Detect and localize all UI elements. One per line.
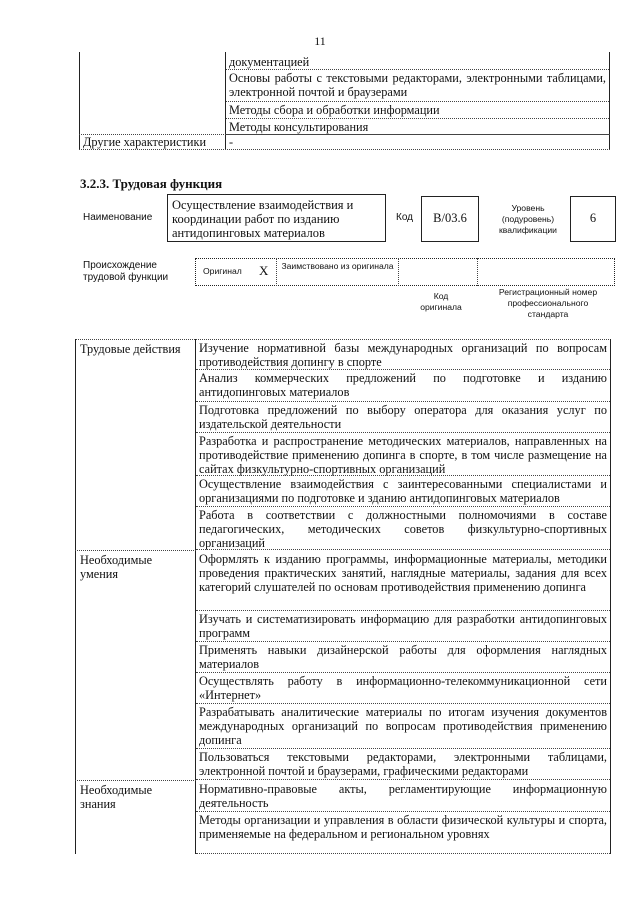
skill-text: Разрабатывать аналитические материалы по итогам изучения документов международных организаций по вопросам противодействия применению допинга [199,705,607,747]
name-value-box [167,194,386,242]
skill-text: Оформлять к изданию программы, информационные материалы, методики проведения практических занятий, наглядные материалы, задания для всех категорий слушателей по основам противодействия применению допинга [199,552,607,594]
labor-actions-heading: Трудовые действия [80,342,181,356]
reg-number-label: Регистрационный номер профессионального стандарта [498,287,598,319]
skill-item [196,611,610,642]
skill-text: Изучать и систематизировать информацию для разработки антидопинговых программ [199,612,607,640]
labor-action-text: Работа в соответствии с должностными полномочиями в составе педагогических, методических советов физкультурно-спортивных организаций [199,508,607,550]
labor-action-item [196,507,610,550]
labor-action-text: Изучение нормативной базы международных организаций по вопросам противодействия допингу в спорте [199,341,607,369]
other-characteristics-label [80,134,225,150]
skill-text: Пользоваться текстовыми редакторами, электронными таблицами, электронной почтой и браузерами, графическими редакторами [199,750,607,778]
labor-action-item [196,476,610,507]
top-row-2-text: Основы работы с текстовыми редакторами, электронными таблицами, электронной почтой и браузерами [229,71,606,99]
origin-divider-1 [276,258,277,286]
top-row-3 [226,102,609,119]
page-number: 11 [314,34,326,48]
labor-action-item [196,370,610,402]
knowledge-text: Методы организации и управления в области физической культуры и спорта, применяемые на федеральном и региональном уровнях [199,813,607,841]
main-table-right [610,339,611,854]
top-row-4 [226,119,609,135]
skill-item [196,673,610,704]
other-characteristics-value [226,134,609,150]
knowledge-item [196,812,610,854]
name-label: Наименование [83,212,153,223]
top-row-4-text: Методы консультирования [229,120,369,134]
section-title: 3.2.3. Трудовая функция [80,176,223,191]
code-label: Код [396,212,414,223]
top-row-1 [226,54,609,70]
labor-action-item [196,402,610,433]
main-table-left [75,339,76,854]
labor-action-item [196,433,610,476]
borrowed-label: Заимствовано из оригинала [281,261,394,271]
level-value: 6 [589,211,597,225]
level-label: Уровень (подуровень) квалификации [499,203,557,235]
skill-item [196,642,610,673]
skill-item [196,551,610,611]
labor-action-text: Анализ коммерческих предложений по подготовке и изданию антидопинговых материалов [199,371,607,399]
skills-heading: Необходимые умения [80,553,153,581]
code-original-label: Код оригинала [420,291,462,312]
knowledge-item [196,781,610,812]
origin-label: Происхождение трудовой функции [83,260,169,283]
top-row-2 [226,70,609,102]
original-label: Оригинал [203,266,242,276]
labor-action-item [196,340,610,370]
other-characteristics-dash: - [229,135,234,149]
skill-text: Осуществлять работу в информационно-телекоммуникационной сети «Интернет» [199,674,607,702]
labor-action-text: Осуществление взаимодействия с заинтересованными специалистами и организациями по подготовке и зданию антидопинговых материалов [199,477,607,505]
skill-text: Применять навыки дизайнерской работы для оформления наглядных материалов [199,643,607,671]
skill-item [196,704,610,749]
knowledge-text: Нормативно-правовые акты, регламентирующие информационную деятельность [199,782,607,810]
top-table-bottom [79,149,610,150]
code-value: В/03.6 [433,211,467,225]
knowledge-heading: Необходимые знания [80,783,153,811]
skill-item [196,749,610,780]
top-row-3-text: Методы сбора и обработки информации [229,103,440,117]
name-value: Осуществление взаимодействия и координации работ по изданию антидопинговых материалов [172,198,354,240]
labor-action-text: Разработка и распространение методических материалов, направленных на противодействие применению допинга в спорте, в том числе размещение на сайтах физкультурно-спортивных организаций [199,434,607,476]
top-row-1-text: документацией [229,55,310,69]
origin-divider-2 [398,258,399,286]
code-value-box [421,196,479,242]
labor-action-text: Подготовка предложений по выбору оператора для оказания услуг по издательской деятельности [199,403,607,431]
original-mark: X [259,263,269,278]
level-value-box [570,196,616,242]
other-characteristics-text: Другие характеристики [83,135,207,149]
origin-divider-3 [477,258,478,286]
origin-table [195,258,615,286]
